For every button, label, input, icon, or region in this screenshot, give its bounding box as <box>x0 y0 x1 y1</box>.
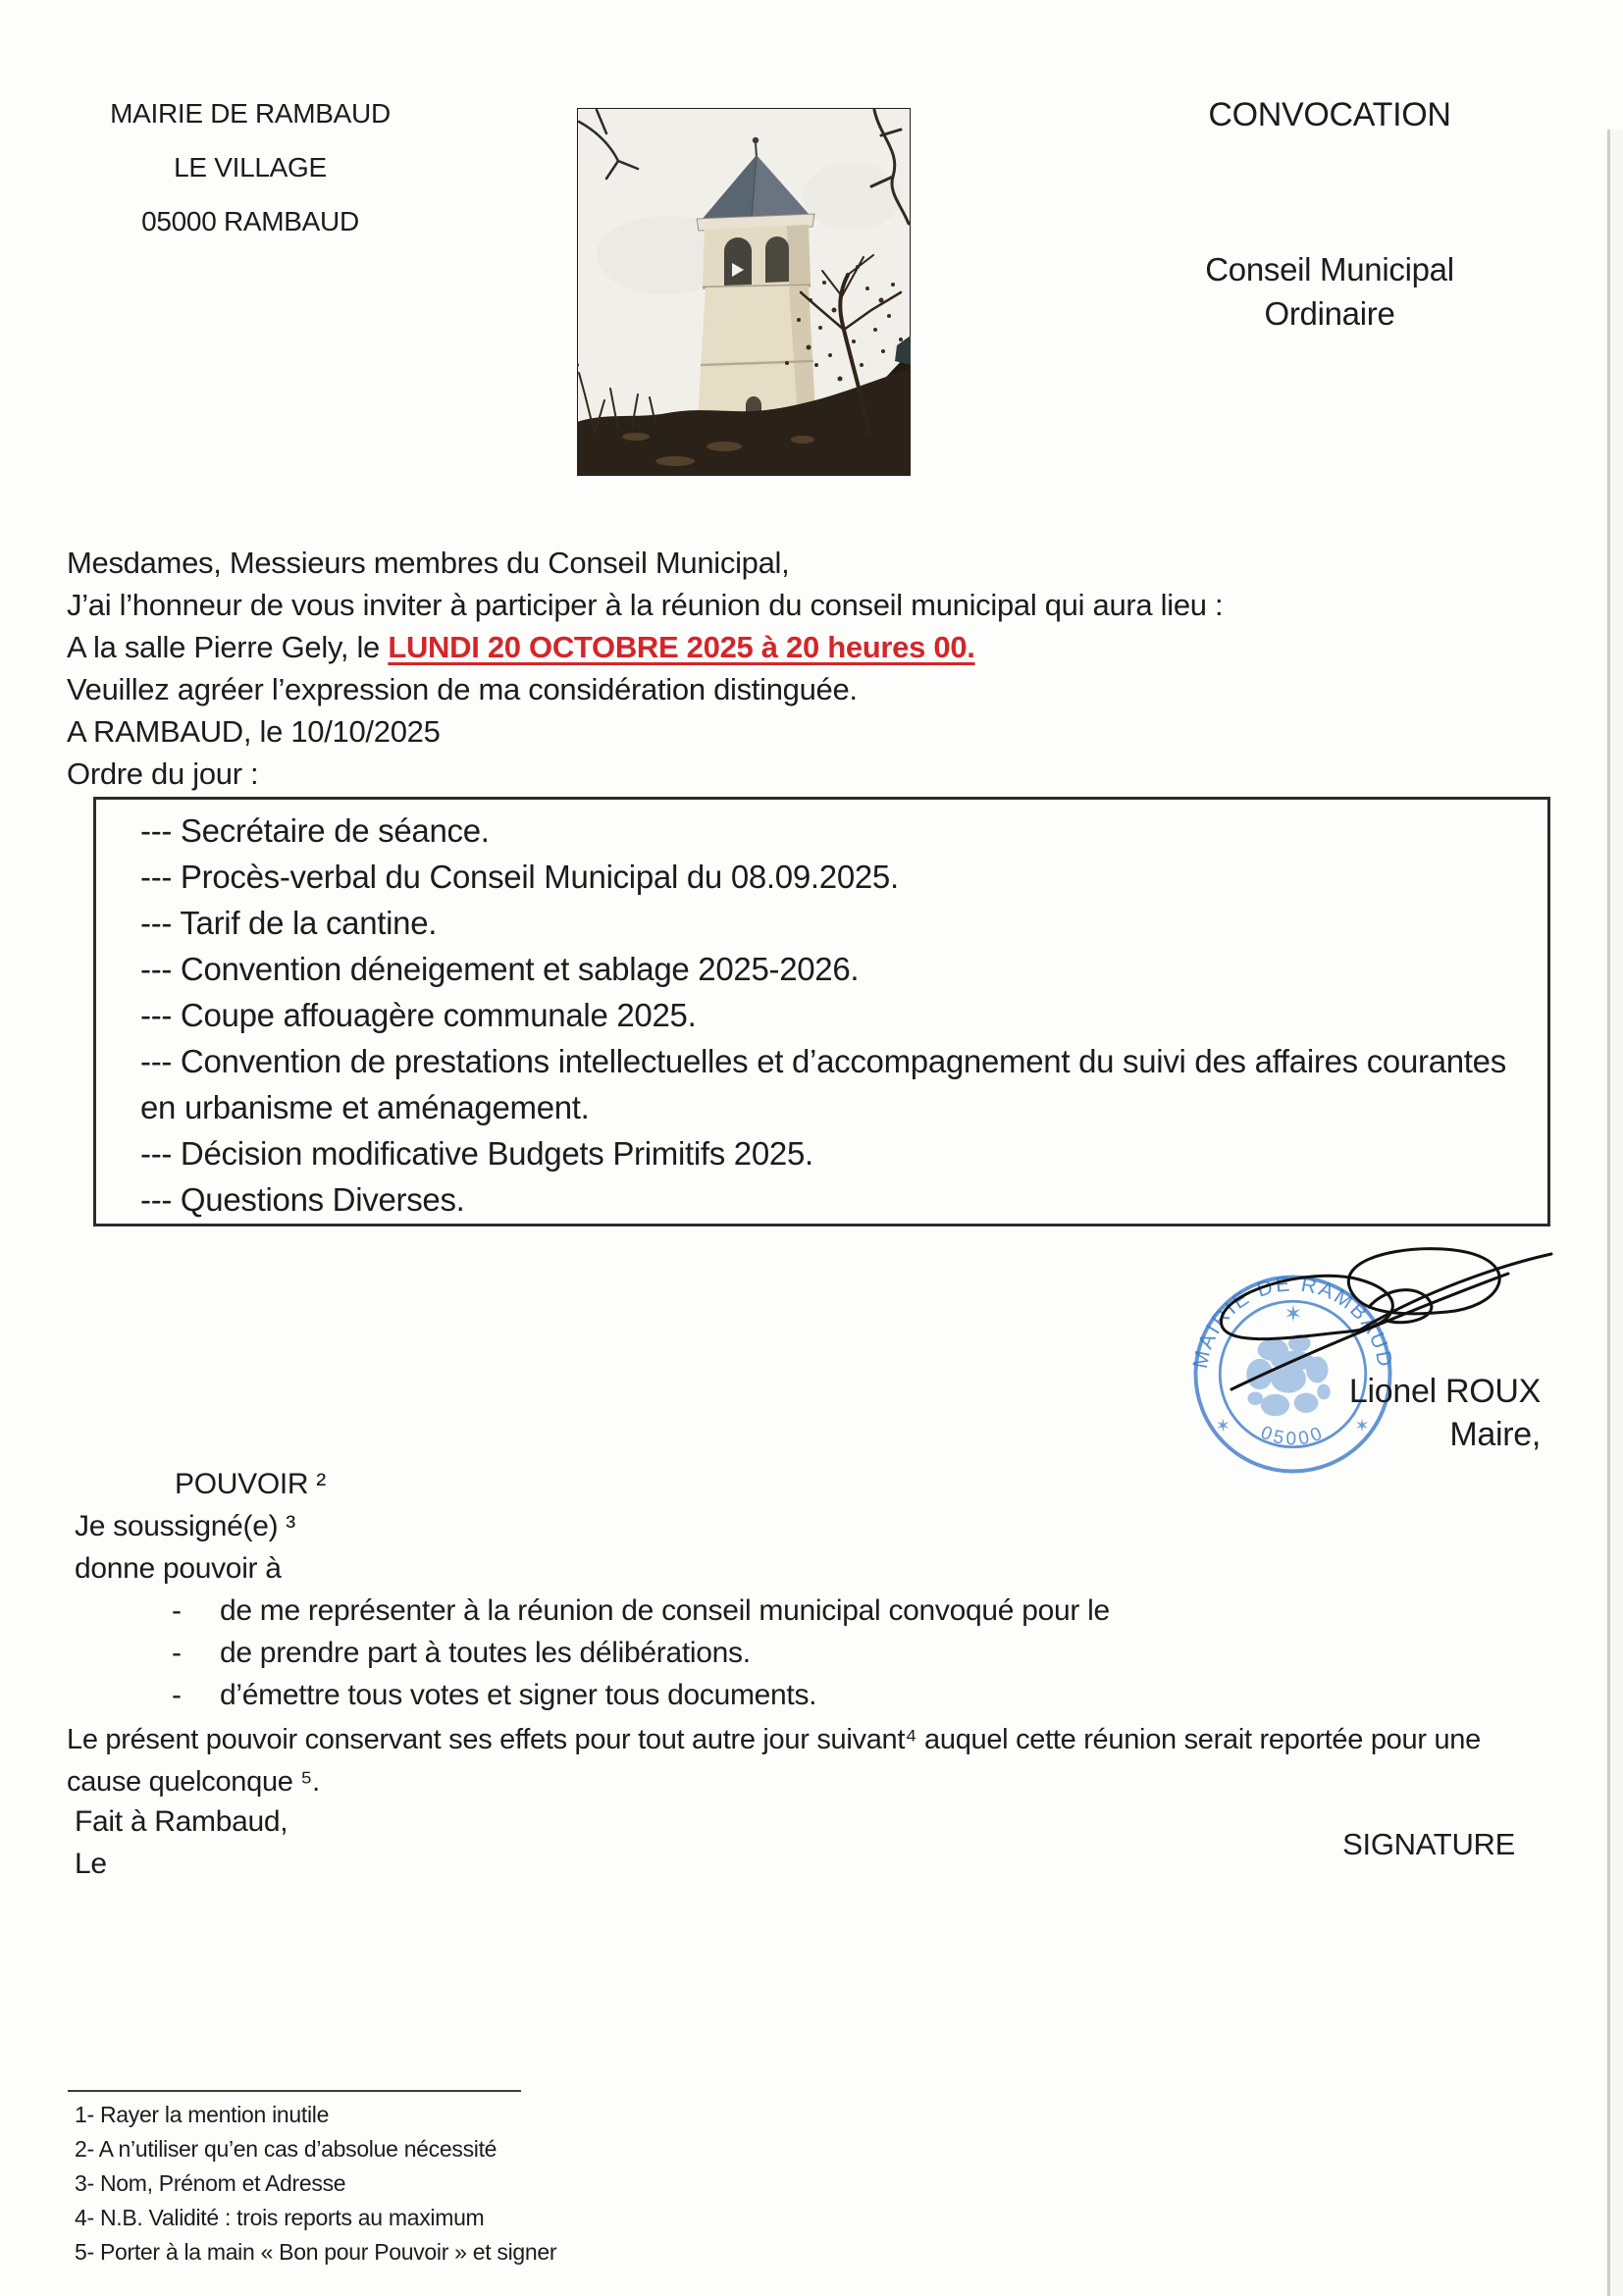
letterhead-city: 05000 RAMBAUD <box>141 206 359 236</box>
letterhead-street: LE VILLAGE <box>174 152 327 183</box>
pouvoir-bullet: de prendre part à toutes les délibérations. <box>220 1637 751 1669</box>
scan-edge-shadow <box>1610 130 1623 2296</box>
place-date-line: A RAMBAUD, le 10/10/2025 <box>67 714 441 749</box>
footnote: 2- A n’utiliser qu’en cas d’absolue nécessité <box>75 2136 497 2162</box>
venue-line <box>67 630 975 665</box>
subtitle-line1: Conseil Municipal <box>1205 251 1454 287</box>
footnote: 5- Porter à la main « Bon pour Pouvoir » et signer <box>75 2239 557 2265</box>
church-tower-photo <box>577 108 911 481</box>
svg-text:✶: ✶ <box>1354 1416 1370 1435</box>
date-label: Le <box>75 1848 107 1880</box>
salutation: Mesdames, Messieurs membres du Conseil Municipal, <box>67 546 790 580</box>
stamp-top-text: MAIRIE DE RAMBAUD <box>1187 1272 1398 1371</box>
footnote: 3- Nom, Prénom et Adresse <box>75 2170 346 2196</box>
bullet-dash: - <box>172 1594 182 1627</box>
pouvoir-line1: Je soussigné(e) ³ <box>75 1510 295 1542</box>
svg-text:✶: ✶ <box>1283 1301 1303 1327</box>
letterhead <box>93 86 407 248</box>
agenda-item: --- Convention déneigement et sablage 2025-2026. <box>140 951 860 987</box>
invitation-line: J’ai l’honneur de vous inviter à participer à la réunion du conseil municipal qui aura lieu : <box>67 588 1224 622</box>
agenda-item: --- Convention de prestations intellectuelles et d’accompagnement du suivi des affaires courantes en urbanisme et aménagement. <box>140 1043 1506 1125</box>
footnote: 1- Rayer la mention inutile <box>75 2102 330 2127</box>
bullet-dash: - <box>172 1637 182 1669</box>
pouvoir-bullet: d’émettre tous votes et signer tous documents. <box>220 1679 817 1711</box>
made-at-line: Fait à Rambaud, <box>75 1805 288 1838</box>
agenda-box <box>93 797 1550 1226</box>
agenda-label: Ordre du jour : <box>67 757 259 791</box>
pouvoir-title: POUVOIR ² <box>175 1468 326 1500</box>
agenda-item: --- Tarif de la cantine. <box>140 905 438 941</box>
venue-prefix: A la salle Pierre Gely, le <box>67 630 389 664</box>
footnote-divider <box>68 2090 521 2092</box>
signer-role: Maire, <box>1449 1416 1541 1453</box>
subtitle-line2: Ordinaire <box>1264 295 1395 332</box>
signer-block <box>1128 1370 1541 1456</box>
pouvoir-paragraph: Le présent pouvoir conservant ses effets pour tout autre jour suivant⁴ auquel cette réunion serait reportée pour une cause quelconque ⁵. <box>67 1724 1481 1798</box>
footnote: 4- N.B. Validité : trois reports au maximum <box>75 2205 485 2230</box>
agenda-item: --- Procès-verbal du Conseil Municipal du 08.09.2025. <box>140 859 899 895</box>
agenda-item: --- Questions Diverses. <box>140 1181 465 1218</box>
document-subtitle <box>1143 247 1516 336</box>
document-title: CONVOCATION <box>1208 96 1451 133</box>
agenda-item: --- Secrétaire de séance. <box>140 812 490 849</box>
stamp-bottom-text: 05000 <box>1257 1422 1329 1450</box>
meeting-datetime: LUNDI 20 OCTOBRE 2025 à 20 heures 00. <box>388 630 975 664</box>
svg-text:✶: ✶ <box>1215 1416 1230 1435</box>
letterhead-org: MAIRIE DE RAMBAUD <box>110 98 391 129</box>
closing-line: Veuillez agréer l’expression de ma considération distinguée. <box>67 672 858 706</box>
pouvoir-line2: donne pouvoir à <box>75 1552 282 1585</box>
agenda-item: --- Décision modificative Budgets Primitifs 2025. <box>140 1135 813 1172</box>
signer-name: Lionel ROUX <box>1348 1373 1541 1410</box>
pouvoir-bullet: de me représenter à la réunion de conseil municipal convoqué pour le <box>220 1594 1110 1627</box>
scan-edge-line <box>1607 130 1610 2296</box>
agenda-item: --- Coupe affouagère communale 2025. <box>140 997 697 1033</box>
signature-label: SIGNATURE <box>1342 1827 1515 1861</box>
bullet-dash: - <box>172 1679 182 1711</box>
